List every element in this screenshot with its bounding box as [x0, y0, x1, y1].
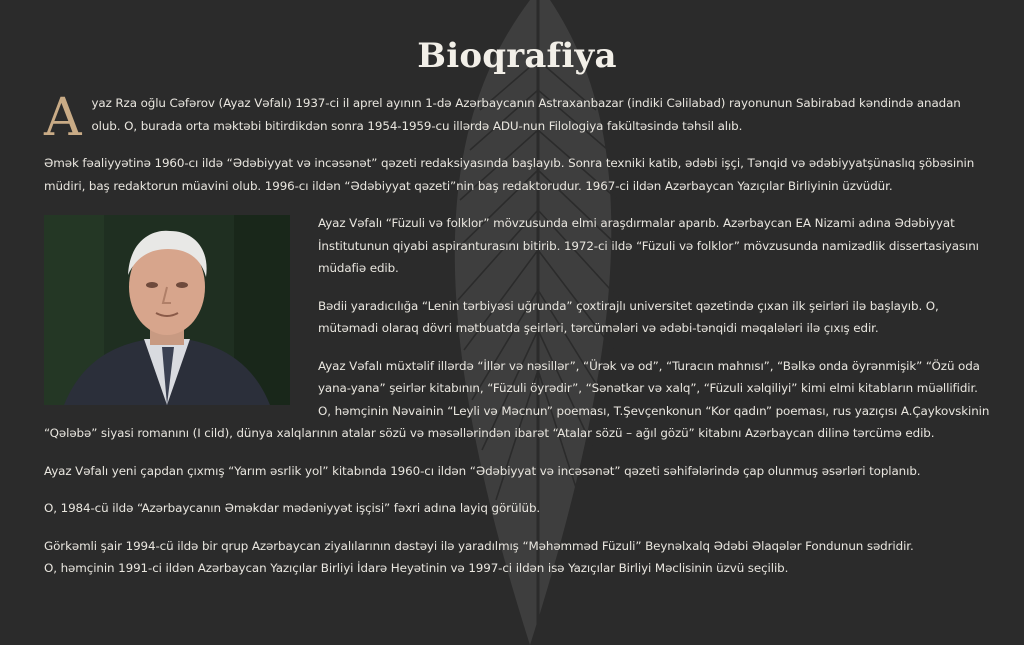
- paragraph-fund: [44, 535, 990, 580]
- drop-cap: A: [44, 88, 82, 148]
- paragraph-fund-line-2: O, həmçinin 1991-ci ildən Azərbaycan Yazıçılar Birliyi İdarə Heyətinin və 1997-ci ildən isə Yazıçılar Birliyi Məclisinin üzvü seçilib.: [44, 561, 789, 575]
- paragraph-book: Ayaz Vəfalı yeni çapdan çıxmış “Yarım əsrlik yol” kitabında 1960-cı ildən “Ədəbiyyat və incəsənət” qəzeti səhifələrində çap olunmuş əsərləri toplanıb.: [44, 463, 921, 478]
- biography-content: [44, 88, 990, 580]
- paragraph-creative-start: Bədii yaradıcılığa “Lenin tərbiyəsi uğrunda” çoxtirajlı universitet qəzetində çıxan ilk şeirləri ilə başlayıb. O, mütəmadi olaraq dövri mətbuatda şeirləri, tərcümələri və ədəbi-tənqidi məqalələri ilə çıxış edir.: [318, 298, 939, 335]
- paragraph-career: Əmək fəaliyyətinə 1960-cı ildə “Ədəbiyyat və incəsənət” qəzeti redaksiyasında başlayıb. Sonra texniki katib, ədəbi işçi, Tənqid və ədəbiyyatşünaslıq şöbəsinin müdiri, baş redaktorun müavini olub. 1996-cı ildən “Ədəbiyyat qəzeti”nin baş redaktorudur. 1967-ci ildən Azərbaycan Yazıçılar Birliyinin üzvüdür.: [44, 156, 975, 193]
- intro-paragraph: [44, 88, 990, 148]
- page-title: Bioqrafiya: [417, 36, 617, 76]
- paragraph-research: Ayaz Vəfalı “Füzuli və folklor” mövzusunda elmi araşdırmalar aparıb. Azərbaycan EA Nizami adına Ədəbiyyat İnstitutunun qiyabi aspiranturasını bitirib. 1972-ci ildə “Füzuli və folklor” mövzusunda namizədlik dissertasiyasını müdafiə edib.: [318, 216, 979, 275]
- paragraph-works: Ayaz Vəfalı müxtəlif illərdə “İllər və nəsillər”, “Ürək və od”, “Turacın mahnısı”, “Bəlkə onda öyrənmişik” “Özü oda yana-yana” şeirlər kitabının, “Füzuli öyrədir”, “Sənətkar və xalq”, “Füzuli xəlqiliyi” kimi elmi kitabların müəllifidir. O, həmçinin Nəvainin “Leyli və Məcnun” poeması, T.Şevçenkonun “Kor qadın” poeması, rus yazıçısı A.Çaykovskinin “Qələbə” siyasi romanını (I cild), dünya xalqlarının atalar sözü və məsəllərindən ibarət “Atalar sözü – ağıl gözü” kitabını Azərbaycan dilinə tərcümə edib.: [44, 358, 990, 440]
- paragraph-award: O, 1984-cü ildə “Azərbaycanın Əməkdar mədəniyyət işçisi” fəxri adına layiq görülüb.: [44, 501, 541, 515]
- author-portrait-photo: [44, 215, 290, 405]
- intro-text: yaz Rza oğlu Cəfərov (Ayaz Vəfalı) 1937-ci il aprel ayının 1-də Azərbaycanın Astraxanbazar (indiki Cəlilabad) rayonunun Sabirabad kəndində anadan olub. O, burada orta məktəbi bitirdikdən sonra 1954-1959-cu illərdə ADU-nun Filologiya fakültəsində təhsil alıb.: [91, 96, 961, 133]
- paragraph-fund-line-1: Görkəmli şair 1994-cü ildə bir qrup Azərbaycan ziyalılarının dəstəyi ilə yaradılmış “Məhəmməd Füzuli” Beynəlxalq Ədəbi Əlaqələr Fondunun sədridir.: [44, 538, 914, 553]
